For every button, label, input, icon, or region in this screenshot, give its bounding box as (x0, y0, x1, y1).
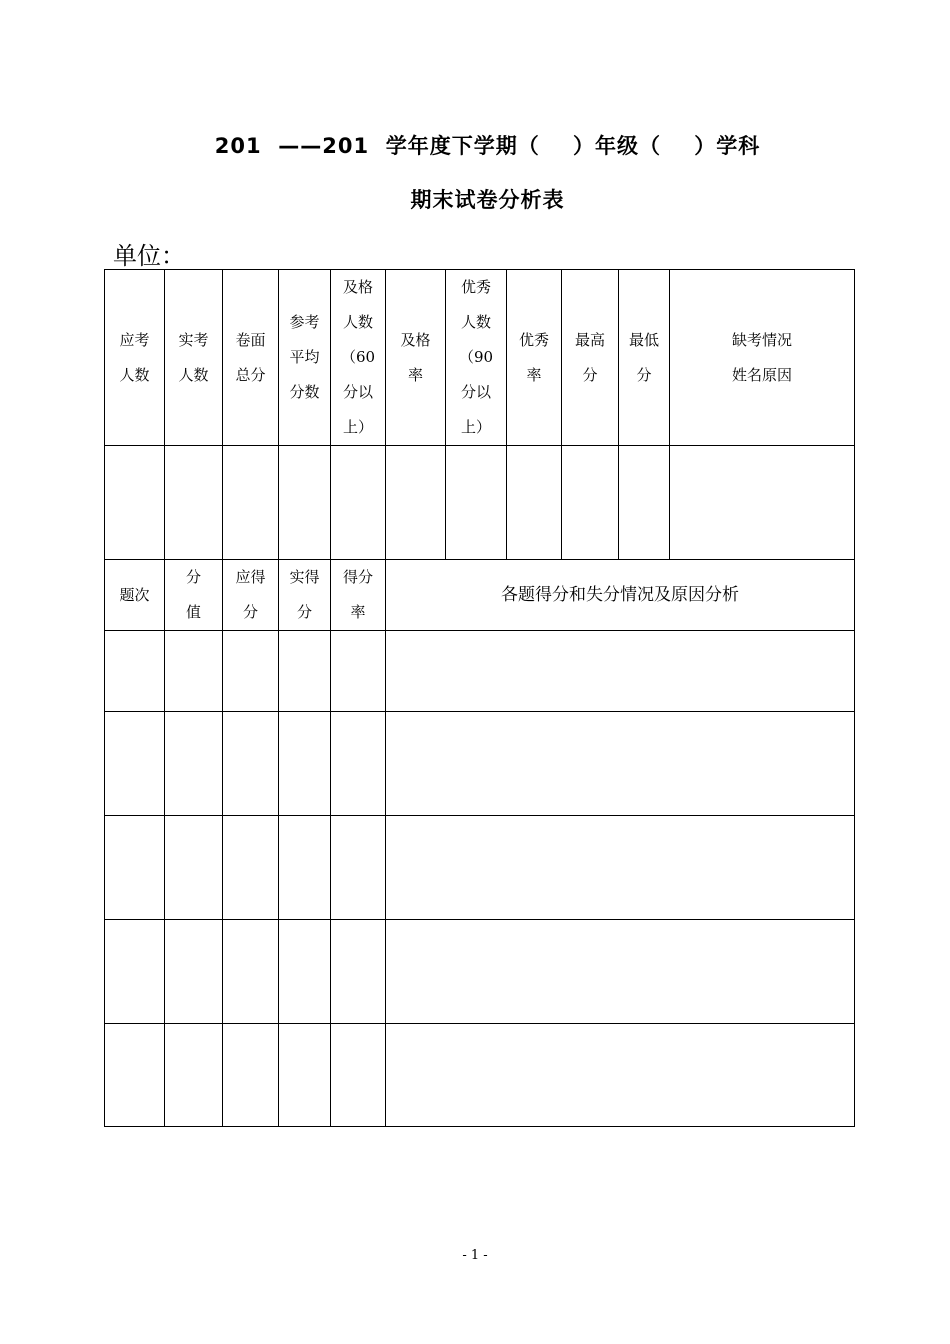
empty-cell[interactable] (279, 712, 331, 816)
empty-cell[interactable] (165, 1024, 223, 1127)
empty-cell[interactable] (279, 631, 331, 712)
empty-cell[interactable] (331, 920, 386, 1024)
empty-cell[interactable] (223, 1024, 279, 1127)
header-cell: 优秀 率 (507, 270, 562, 446)
empty-cell[interactable] (446, 446, 507, 560)
empty-cell[interactable] (105, 446, 165, 560)
document-title: 201 ——201 学年度下学期（ ）年级（ ）学科 (214, 134, 761, 158)
question-row (105, 816, 855, 920)
empty-cell[interactable] (507, 446, 562, 560)
empty-cell[interactable] (331, 816, 386, 920)
empty-cell[interactable] (279, 920, 331, 1024)
question-header-row (105, 560, 855, 631)
empty-cell[interactable] (619, 446, 670, 560)
empty-cell[interactable] (386, 631, 855, 712)
header-cell: 最低 分 (619, 270, 670, 446)
header-cell: 及格 人数 （60 分以 上） (331, 270, 386, 446)
empty-cell[interactable] (105, 1024, 165, 1127)
header-cell: 应得 分 (223, 560, 279, 631)
empty-cell[interactable] (386, 1024, 855, 1127)
question-row (105, 920, 855, 1024)
header-cell: 得分 率 (331, 560, 386, 631)
header-cell: 实得 分 (279, 560, 331, 631)
question-row (105, 712, 855, 816)
empty-cell[interactable] (105, 920, 165, 1024)
empty-cell[interactable] (165, 631, 223, 712)
summary-data-row (105, 446, 855, 560)
header-cell: 缺考情况 姓名原因 (670, 270, 855, 446)
header-cell: 最高 分 (562, 270, 619, 446)
empty-cell[interactable] (223, 816, 279, 920)
empty-cell[interactable] (386, 446, 446, 560)
unit-label: 单位： (113, 242, 185, 270)
empty-cell[interactable] (223, 712, 279, 816)
header-cell: 参考 平均 分数 (279, 270, 331, 446)
empty-cell[interactable] (279, 816, 331, 920)
header-cell: 应考 人数 (105, 270, 165, 446)
empty-cell[interactable] (670, 446, 855, 560)
empty-cell[interactable] (279, 446, 331, 560)
page-number: - 1 - (462, 1248, 488, 1263)
header-cell: 卷面 总分 (223, 270, 279, 446)
empty-cell[interactable] (331, 1024, 386, 1127)
empty-cell[interactable] (331, 446, 386, 560)
empty-cell[interactable] (386, 816, 855, 920)
empty-cell[interactable] (165, 712, 223, 816)
empty-cell[interactable] (223, 446, 279, 560)
summary-header-row (105, 270, 855, 446)
empty-cell[interactable] (165, 920, 223, 1024)
empty-cell[interactable] (279, 1024, 331, 1127)
empty-cell[interactable] (223, 920, 279, 1024)
empty-cell[interactable] (165, 446, 223, 560)
header-cell: 题次 (105, 560, 165, 631)
empty-cell[interactable] (331, 631, 386, 712)
empty-cell[interactable] (223, 631, 279, 712)
header-cell: 及格 率 (386, 270, 446, 446)
empty-cell[interactable] (105, 712, 165, 816)
analysis-table (104, 269, 855, 1127)
header-cell: 实考 人数 (165, 270, 223, 446)
header-cell-analysis: 各题得分和失分情况及原因分析 (386, 560, 855, 631)
document-subtitle: 期末试卷分析表 (410, 188, 565, 212)
empty-cell[interactable] (105, 631, 165, 712)
empty-cell[interactable] (165, 816, 223, 920)
question-row (105, 631, 855, 712)
header-cell: 优秀 人数 （90 分以 上） (446, 270, 507, 446)
empty-cell[interactable] (386, 920, 855, 1024)
empty-cell[interactable] (562, 446, 619, 560)
empty-cell[interactable] (386, 712, 855, 816)
question-row (105, 1024, 855, 1127)
empty-cell[interactable] (331, 712, 386, 816)
empty-cell[interactable] (105, 816, 165, 920)
header-cell: 分 值 (165, 560, 223, 631)
